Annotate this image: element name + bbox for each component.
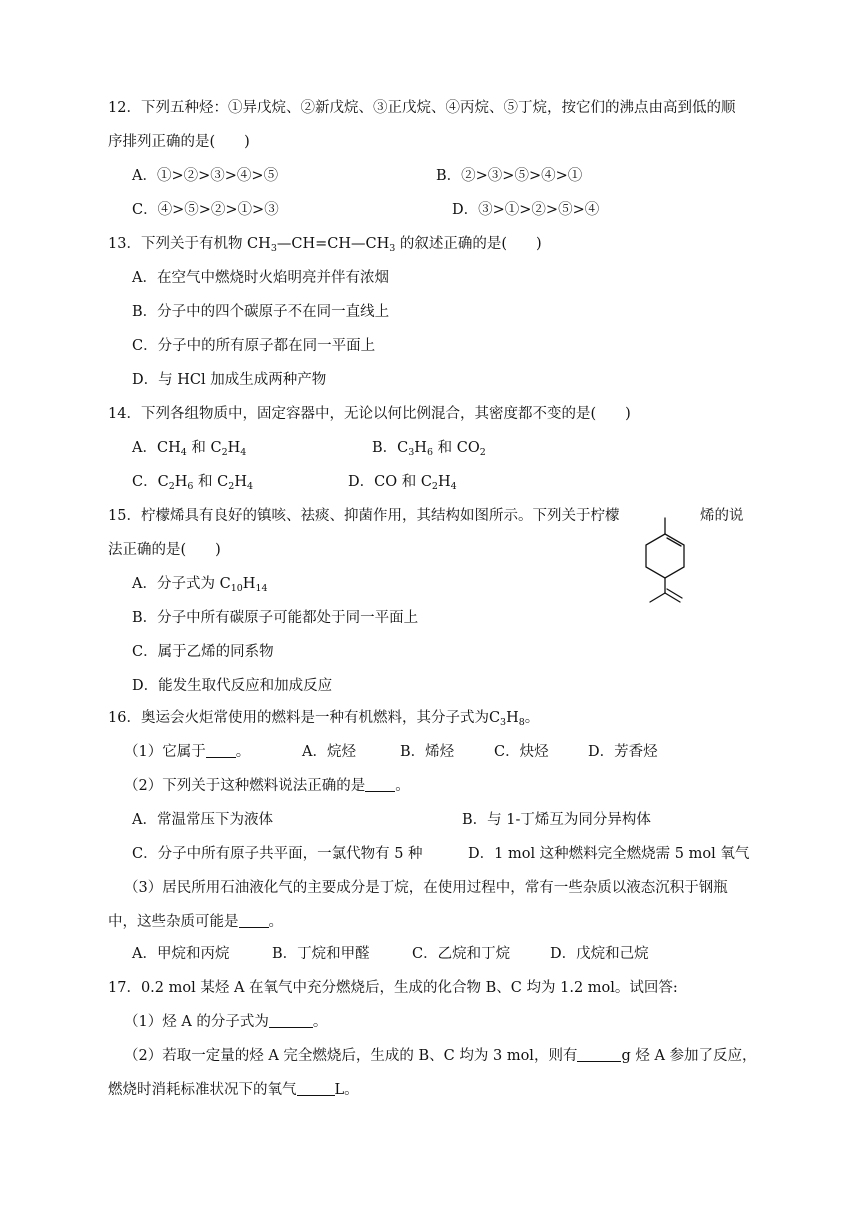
q13-option-b: B．分子中的四个碳原子不在同一直线上 [132,304,390,320]
limonene-structure-image [640,516,710,608]
q16-part1-option-a: A．烷烃 [302,744,356,760]
answer-blank[interactable] [577,1047,621,1062]
cyclohexene-ring [646,534,684,578]
vinyl-double-bond-a [665,593,680,602]
q12-stem-cont: 序排列正确的是( ) [108,134,250,150]
q12-stem: 12．下列五种烃：①异戊烷、②新戊烷、③正戊烷、④丙烷、⑤丁烷，按它们的沸点由高到低的顺 [108,100,736,116]
q13-option-d: D．与 HCl 加成生成两种产物 [132,372,327,388]
q15-option-c: C．属于乙烯的同系物 [132,644,274,660]
q16-part1-option-b: B．烯烃 [400,744,455,760]
q16-part2-option-d: D．1 mol 这种燃料完全燃烧需 5 mol 氧气 [468,846,750,862]
q16-part3-option-c: C．乙烷和丁烷 [412,946,511,962]
q16-part1-option-c: C．炔烃 [494,744,549,760]
q14-option-a: A．$CH_4$ 和 $C_2H_4$ [132,440,247,458]
q12-option-c: C．④>⑤>②>①>③ [132,202,279,218]
methyl-branch-bond [650,593,665,602]
answer-blank[interactable] [269,1013,313,1028]
q15-stem-tail: 烯的说 [700,508,744,524]
q14-stem: 14．下列各组物质中，固定容器中，无论以何比例混合，其密度都不变的是( ) [108,406,631,422]
vinyl-double-bond-b [667,589,682,598]
q14-option-d: D．CO 和 $C_2H_4$ [348,474,457,492]
q13-option-a: A．在空气中燃烧时火焰明亮并伴有浓烟 [132,270,389,286]
q16-stem: 16．奥运会火炬常使用的燃料是一种有机燃料，其分子式为$C_3H_8$。 [108,710,540,728]
q16-part3: （3）居民所用石油液化气的主要成分是丁烷，在使用过程中，常有一些杂质以液态沉积于钢瓶 [124,880,728,896]
q16-part3-cont: 中，这些杂质可能是 。 [108,914,283,930]
q16-part1: （1）它属于 。 [124,744,251,760]
answer-blank[interactable] [239,913,269,928]
q16-part1-option-d: D．芳香烃 [588,744,658,760]
q15-stem: 15．柠檬烯具有良好的镇咳、祛痰、抑菌作用，其结构如图所示。下列关于柠檬 [108,508,620,524]
q17-part2: （2）若取一定量的烃 A 完全燃烧后，生成的 B、C 均为 3 mol，则有 g 烃 A 参加了反应， [124,1048,757,1064]
q16-part2: （2）下列关于这种燃料说法正确的是 。 [124,778,410,794]
q17-part1: （1）烃 A 的分子式为 。 [124,1014,328,1030]
q12-option-b: B．②>③>⑤>④>① [436,168,583,184]
answer-blank[interactable] [206,743,236,758]
q14-option-c: C．$C_2H_6$ 和 $C_2H_4$ [132,474,254,492]
q15-option-a: A．分子式为 $C_{10}H_{14}$ [132,576,268,594]
q16-part3-option-d: D．戊烷和己烷 [550,946,649,962]
q16-part3-option-a: A．甲烷和丙烷 [132,946,230,962]
q15-stem-cont: 法正确的是( ) [108,542,221,558]
answer-blank[interactable] [365,777,395,792]
q16-part3-option-b: B．丁烷和甲醛 [272,946,370,962]
q16-part2-option-b: B．与 1-丁烯互为同分异构体 [462,812,651,828]
answer-blank[interactable] [297,1081,335,1096]
q15-option-b: B．分子中所有碳原子可能都处于同一平面上 [132,610,419,626]
q17-part2-cont: 燃烧时消耗标准状况下的氧气 L。 [108,1082,359,1098]
q12-option-a: A．①>②>③>④>⑤ [132,168,279,184]
q16-part2-option-c: C．分子中所有原子共平面，一氯代物有 5 种 [132,846,423,862]
q17-stem: 17．0.2 mol 某烃 A 在氧气中充分燃烧后，生成的化合物 B、C 均为 1.2 mol。试回答: [108,980,678,996]
q12-option-d: D．③>①>②>⑤>④ [452,202,600,218]
q14-option-b: B．$C_3H_6$ 和 $CO_2$ [372,440,486,458]
q13-stem: 13．下列关于有机物 $CH_3—CH=CH—CH_3$ 的叙述正确的是( ) [108,236,542,254]
q15-option-d: D．能发生取代反应和加成反应 [132,678,333,694]
q16-part2-option-a: A．常温常压下为液体 [132,812,273,828]
q13-option-c: C．分子中的所有原子都在同一平面上 [132,338,376,354]
